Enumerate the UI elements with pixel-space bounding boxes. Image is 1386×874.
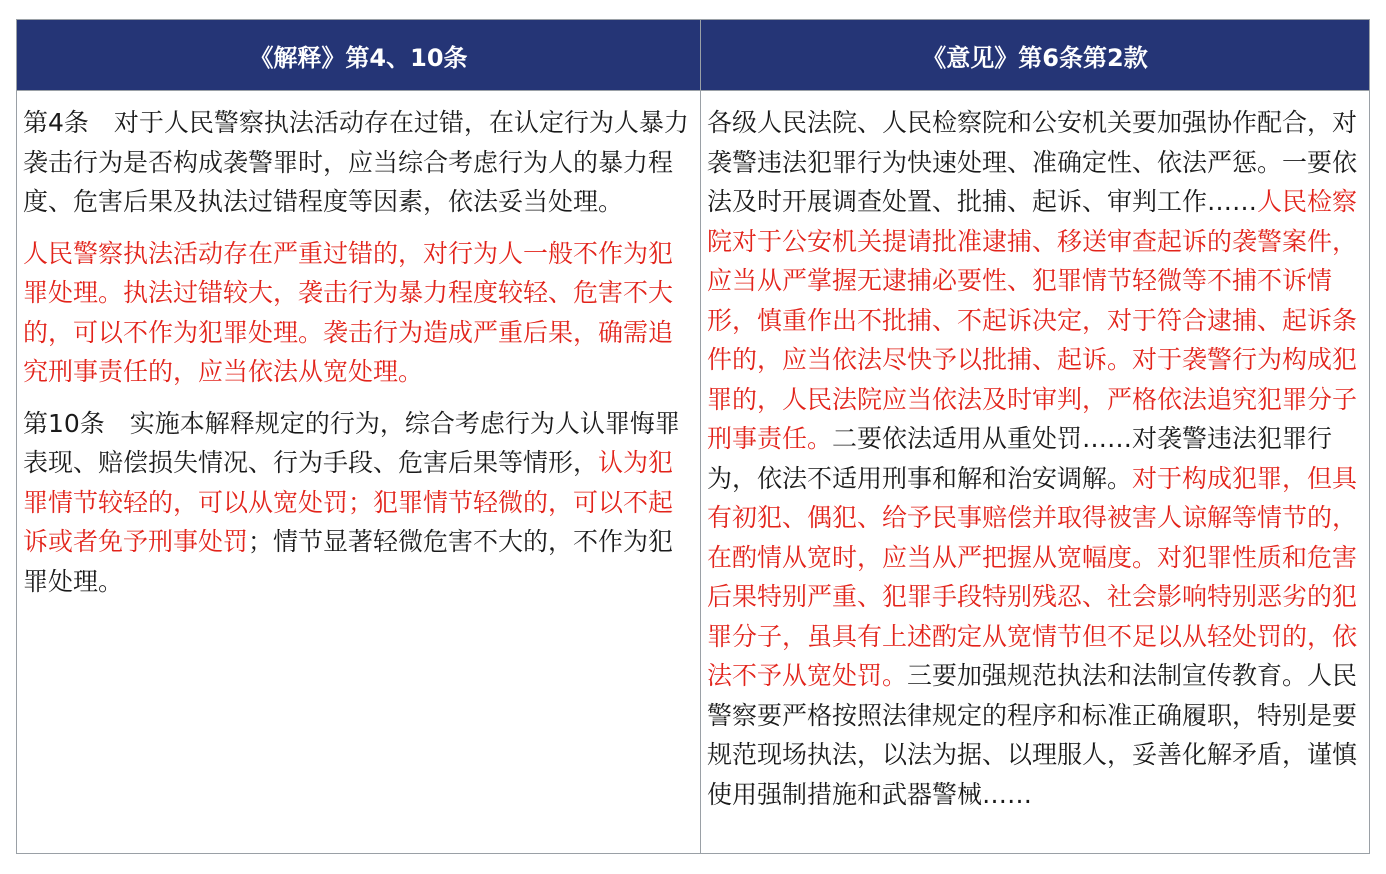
comparison-table-wrapper: [16, 19, 1369, 854]
article-10-text-a: 第10条 实施本解释规定的行为，综合考虑行为人认罪悔罪表现、赔偿损失情况、行为手段、危害后果等情形，: [23, 408, 680, 477]
article-10-paragraph: [23, 404, 692, 602]
opinion-paragraph: [707, 103, 1361, 814]
article-4-paragraph-1: 第4条 对于人民警察执法活动存在过错，在认定行为人暴力袭击行为是否构成袭警罪时，应当综合考虑行为人的暴力程度、危害后果及执法过错程度等因素，依法妥当处理。: [23, 108, 689, 216]
article-10-text-c: ；情节显著轻微危害不大的，不作为犯罪处理。: [23, 527, 674, 596]
comparison-table: [16, 19, 1370, 854]
opinion-highlight-1: 人民检察院对于公安机关提请批准逮捕、移送审查起诉的袭警案件，应当从严掌握无逮捕必要性、犯罪情节轻微等不捕不诉情形，慎重作出不批捕、不起诉决定，对于符合逮捕、起诉条件的，应当依法尽快予以批捕、起诉。对于袭警行为构成犯罪的，人民法院应当依法及时审判，严格依法追究犯罪分子刑事责任。: [707, 187, 1358, 453]
opinion-highlight-2: 对于构成犯罪，但具有初犯、偶犯、给予民事赔偿并取得被害人谅解等情节的，在酌情从宽时，应当从严把握从宽幅度。对犯罪性质和危害后果特别严重、犯罪手段特别残忍、社会影响特别恶劣的犯罪分子，虽具有上述酌定从宽情节但不足以从轻处罚的，依法不予从宽处罚。: [707, 463, 1358, 690]
opinion-text-1: 各级人民法院、人民检察院和公安机关要加强协作配合，对袭警违法犯罪行为快速处理、准确定性、依法严惩。一要依法及时开展调查处置、批捕、起诉、审判工作……: [707, 108, 1358, 216]
article-4-paragraph-2-highlight: 人民警察执法活动存在严重过错的，对行为人一般不作为犯罪处理。执法过错较大，袭击行为暴力程度较轻、危害不大的，可以不作为犯罪处理。袭击行为造成严重后果，确需追究刑事责任的，应当依法从宽处理。: [23, 238, 674, 386]
article-10-text-highlight: 认为犯罪情节较轻的，可以从宽处罚；犯罪情节轻微的，可以不起诉或者免予刑事处罚: [23, 448, 674, 556]
header-left: 《解释》第4、10条: [17, 20, 701, 91]
header-right: 《意见》第6条第2款: [701, 20, 1370, 91]
opinion-text-2: 二要依法适用从重处罚……对袭警违法犯罪行为，依法不适用刑事和解和治安调解。: [707, 424, 1333, 493]
content-row: [17, 91, 1370, 854]
left-cell: [17, 91, 701, 854]
right-cell: [701, 91, 1370, 854]
opinion-text-3: 三要加强规范执法和法制宣传教育。人民警察要严格按照法律规定的程序和标准正确履职，特别是要规范现场执法，以法为据、以理服人，妥善化解矛盾，谨慎使用强制措施和武器警械……: [707, 661, 1358, 809]
header-row: [17, 20, 1370, 91]
